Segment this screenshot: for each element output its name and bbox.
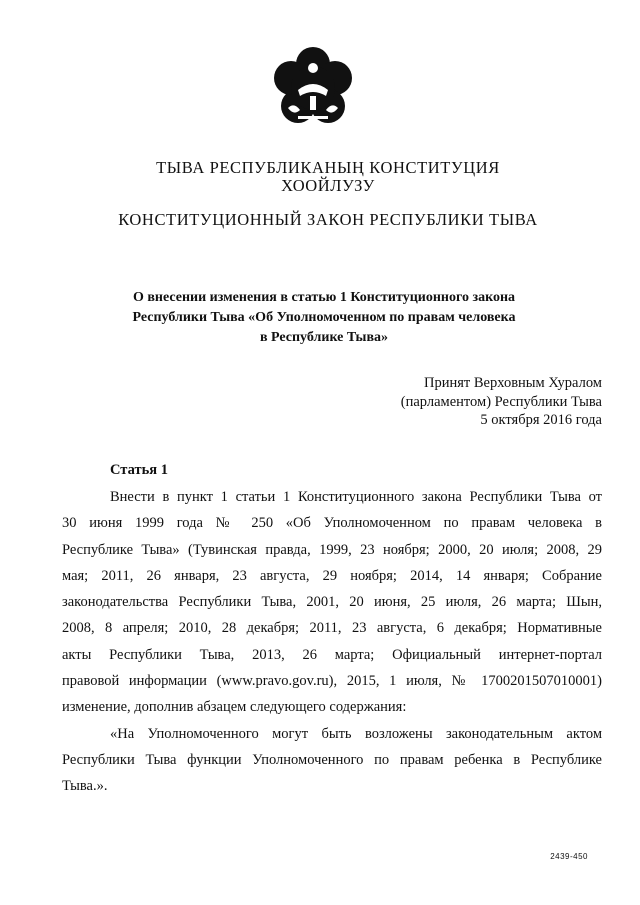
body-line: Республике Тыва» (Тувинская правда, 1999, 23 ноября; 2000, 20 июля; 2008, 29 [62, 541, 602, 558]
adoption-line-2: (парламентом) Республики Тыва [400, 393, 602, 410]
header-line-2: ХООЙЛУЗУ [281, 176, 375, 195]
document-title [100, 288, 548, 348]
body-line: Внести в пункт 1 статьи 1 Конституционного закона Республики Тыва от [110, 489, 602, 505]
body-line: правовой информации (www.pravo.gov.ru), 2015, 1 июля, № 1700201507010001) [62, 673, 602, 690]
body-line: акты Республики Тыва, 2013, 26 марта; Официальный интернет-портал [62, 646, 602, 663]
title-line-1: О внесении изменения в статью 1 Конституционного закона [132, 290, 516, 305]
page-code: 2439-450 [550, 852, 588, 861]
body-line: Тыва.». [62, 778, 108, 795]
body-line: изменение, дополнив абзацем следующего содержания: [62, 699, 407, 716]
header-line-1: ТЫВА РЕСПУБЛИКАНЫҢ КОНСТИТУЦИЯ [156, 158, 500, 177]
article-heading: Статья 1 [110, 462, 168, 478]
body-line: 2008, 8 апреля; 2010, 28 декабря; 2011, 23 августа, 6 декабря; Нормативные [62, 620, 602, 637]
adoption-line-1: Принят Верховным Хуралом [424, 375, 602, 391]
header-line-3: КОНСТИТУЦИОННЫЙ ЗАКОН РЕСПУБЛИКИ ТЫВА [118, 210, 538, 229]
body-line: «На Уполномоченного могут быть возложены законодательным актом [110, 725, 602, 742]
body-line: Республики Тыва функции Уполномоченного по правам ребенка в Республике [62, 751, 602, 768]
coat-of-arms-icon [268, 38, 358, 138]
article-body [62, 484, 602, 800]
body-line: законодательства Республики Тыва, 2001, 20 июня, 25 июля, 26 марта; Шын, [62, 594, 602, 611]
adoption-note [401, 374, 602, 430]
body-line: мая; 2011, 26 января, 23 августа, 29 ноября; 2014, 14 января; Собрание [62, 567, 602, 584]
body-line: 30 июня 1999 года № 250 «Об Уполномоченном по правам человека в [62, 515, 602, 532]
title-line-3: в Республике Тыва» [259, 330, 389, 345]
adoption-date: 5 октября 2016 года [480, 412, 602, 428]
title-line-2: Республики Тыва «Об Уполномоченном по правам человека [132, 310, 516, 325]
